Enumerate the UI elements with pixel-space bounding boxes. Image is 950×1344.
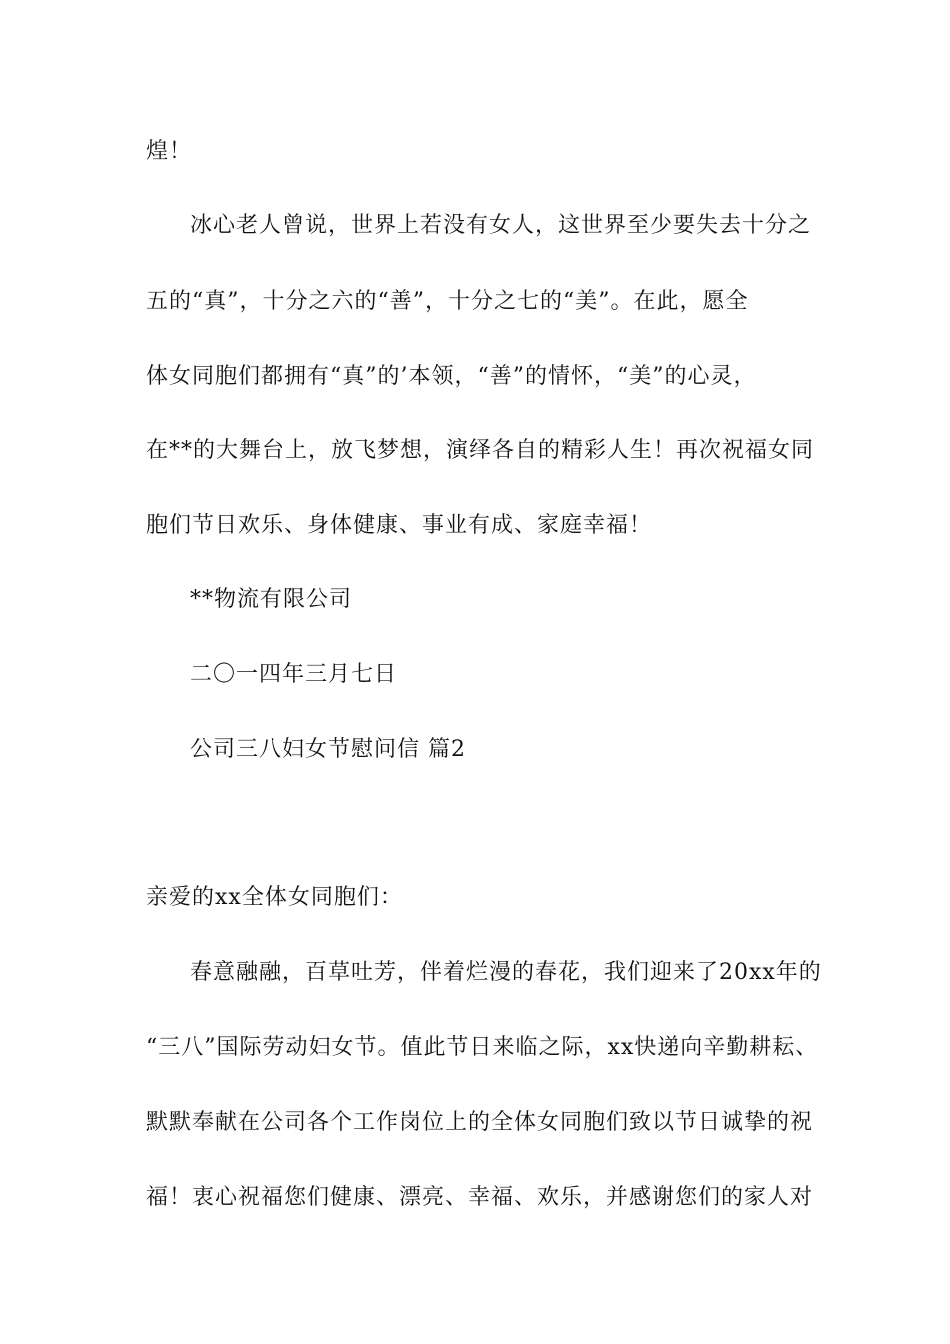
paragraph-line: 在**的大舞台上，放飞梦想，演绎各自的精彩人生！再次祝福女同 bbox=[146, 438, 815, 463]
paragraph-line: 春意融融，百草吐芳，伴着烂漫的春花，我们迎来了20xx年的 bbox=[190, 960, 822, 985]
date-line: 二〇一四年三月七日 bbox=[190, 662, 398, 687]
paragraph-line: 冰心老人曾说，世界上若没有女人，这世界至少要失去十分之 bbox=[190, 213, 812, 238]
section-title: 公司三八妇女节慰问信 篇2 bbox=[190, 737, 466, 762]
company-signature: **物流有限公司 bbox=[190, 587, 353, 612]
paragraph-line: 体女同胞们都拥有“真”的’本领，“善”的情怀，“美”的心灵， bbox=[146, 364, 757, 389]
paragraph-line: 默默奉献在公司各个工作岗位上的全体女同胞们致以节日诚挚的祝 bbox=[146, 1110, 814, 1135]
text-line: 煌！ bbox=[146, 139, 193, 164]
salutation: 亲爱的xx全体女同胞们： bbox=[146, 885, 403, 910]
paragraph-line: 福！衷心祝福您们健康、漂亮、幸福、欢乐，并感谢您们的家人对 bbox=[146, 1185, 814, 1210]
paragraph-line: 胞们节日欢乐、身体健康、事业有成、家庭幸福！ bbox=[146, 513, 653, 538]
paragraph-line: “三八”国际劳动妇女节。值此节日来临之际，xx快递向辛勤耕耘、 bbox=[146, 1035, 819, 1060]
paragraph-line: 五的“真”，十分之六的“善”，十分之七的“美”。在此，愿全 bbox=[146, 289, 749, 314]
